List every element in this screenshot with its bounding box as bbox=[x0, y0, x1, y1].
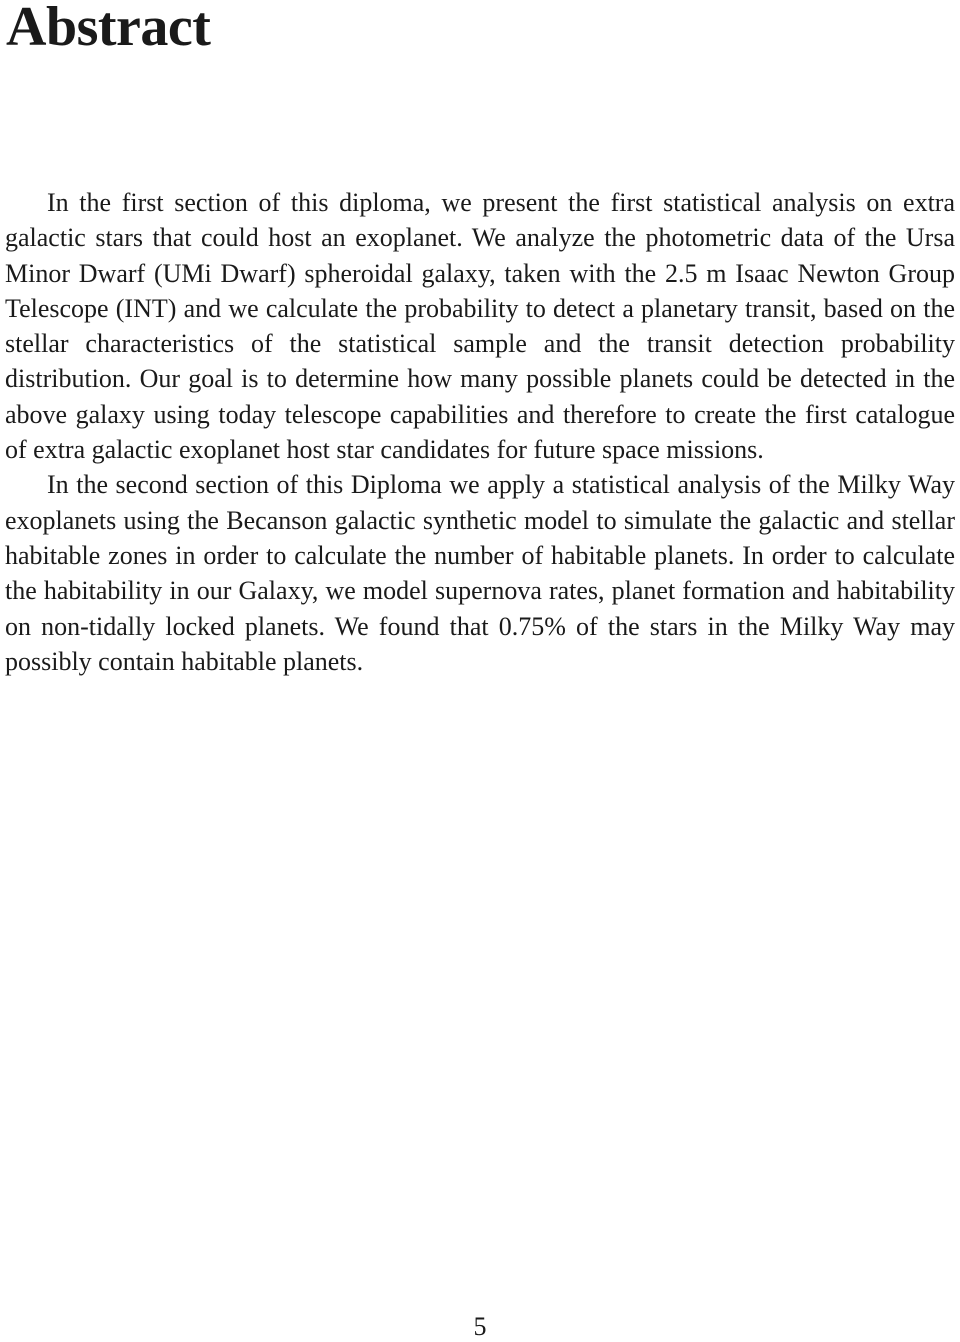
abstract-paragraph-2: In the second section of this Diploma we apply a statistical analysis of the Milky Way exoplanets using the Becanson galactic synthetic model to simulate the galactic and stellar habitable zones in order to calculate the number of habitable planets. In order to calculate the habitability in our Galaxy, we model supernova rates, planet formation and habitability on non-tidally locked planets. We found that 0.75% of the stars in the Milky Way may possibly contain habitable planets. bbox=[5, 470, 955, 676]
abstract-paragraph-1: In the first section of this diploma, we present the first statistical analysis on extra galactic stars that could host an exoplanet. We analyze the photometric data of the Ursa Minor Dwarf (UMi Dwarf) spheroidal galaxy, taken with the 2.5 m Isaac Newton Group Telescope (INT) and we calculate the probability to detect a planetary transit, based on the stellar characteristics of the statistical sample and the transit detection probability distribution. Our goal is to determine how many possible planets could be detected in the above galaxy using today telescope capabilities and therefore to create the first catalogue of extra galactic exoplanet host star candidates for future space missions. bbox=[5, 188, 955, 465]
section-heading: Abstract bbox=[6, 0, 211, 58]
page-number: 5 bbox=[473, 1312, 487, 1341]
abstract-body bbox=[5, 185, 955, 679]
